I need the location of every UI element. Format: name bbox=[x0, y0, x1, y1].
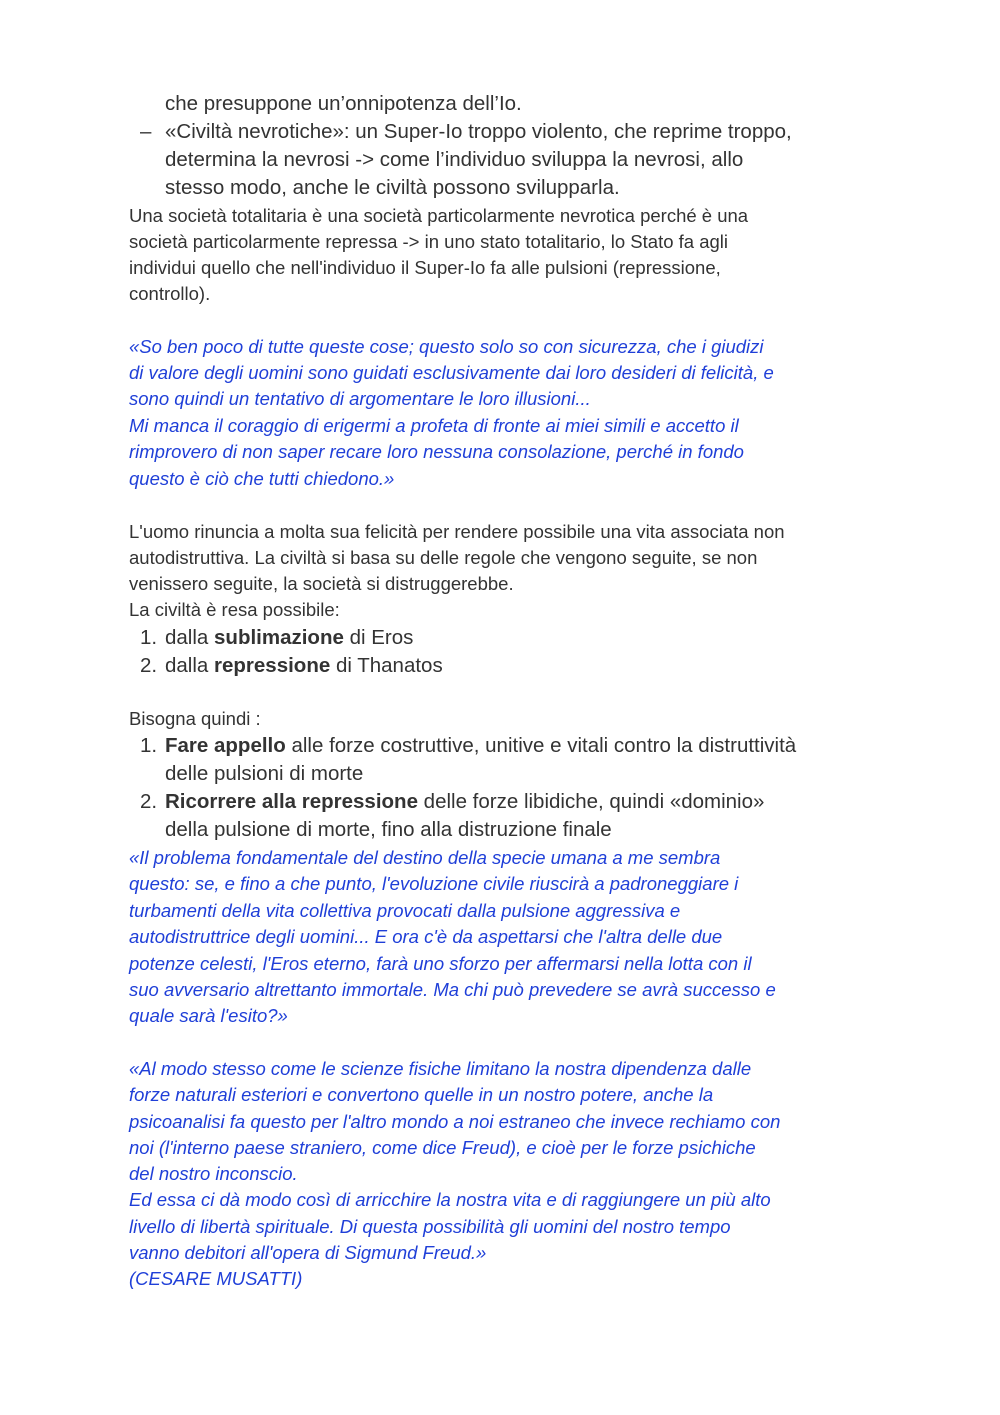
dash-item-line: «Civiltà nevrotiche»: un Super-Io troppo violento, che reprime troppo, bbox=[165, 120, 792, 143]
quote-line: di valore degli uomini sono guidati esclusivamente dai loro desideri di felicità, e bbox=[129, 362, 774, 383]
bold-term: Fare appello bbox=[165, 734, 286, 757]
list-item: dalla repressione di Thanatos bbox=[165, 654, 443, 677]
quote-line: sono quindi un tentativo di argomentare le loro illusioni... bbox=[129, 388, 591, 409]
paragraph-line: Una società totalitaria è una società particolarmente nevrotica perché è una bbox=[129, 205, 749, 226]
quote-line: psicoanalisi fa questo per l'altro mondo a noi estraneo che invece rechiamo con bbox=[129, 1111, 781, 1132]
quote-line: potenze celesti, l'Eros eterno, farà uno sforzo per affermarsi nella lotta con il bbox=[129, 953, 752, 974]
paragraph-line: La civiltà è resa possibile: bbox=[129, 599, 340, 620]
section-label: Bisogna quindi : bbox=[129, 708, 261, 729]
list-item-continuation: della pulsione di morte, fino alla distruzione finale bbox=[165, 818, 612, 841]
list-number: 2. bbox=[140, 790, 158, 813]
paragraph-line: autodistruttiva. La civiltà si basa su delle regole che vengono seguite, se non bbox=[129, 547, 758, 568]
quote-line: autodistruttrice degli uomini... E ora c'è da aspettarsi che l'altra delle due bbox=[129, 926, 723, 947]
bold-term: repressione bbox=[214, 654, 331, 677]
quote-attribution: (CESARE MUSATTI) bbox=[129, 1268, 303, 1289]
list-item: Fare appello alle forze costruttive, unitive e vitali contro la distruttività bbox=[165, 734, 797, 757]
paragraph-line: individui quello che nell'individuo il Super-Io fa alle pulsioni (repressione, bbox=[129, 257, 721, 278]
quote-line: Ed essa ci dà modo così di arricchire la nostra vita e di raggiungere un più alto bbox=[129, 1189, 771, 1210]
quote-line: questo: se, e fino a che punto, l'evoluzione civile riuscirà a padroneggiare i bbox=[129, 873, 739, 894]
quote-line: turbamenti della vita collettiva provocati dalla pulsione aggressiva e bbox=[129, 900, 681, 921]
paragraph-line: controllo). bbox=[129, 283, 211, 304]
quote-line: suo avversario altrettanto immortale. Ma chi può prevedere se avrà successo e bbox=[129, 979, 776, 1000]
quote-line: livello di libertà spirituale. Di questa possibilità gli uomini del nostro tempo bbox=[129, 1216, 731, 1237]
paragraph-line: L'uomo rinuncia a molta sua felicità per rendere possibile una vita associata non bbox=[129, 521, 785, 542]
quote-line: noi (l'interno paese straniero, come dice Freud), e cioè per le forze psichiche bbox=[129, 1137, 756, 1158]
quote-line: «Il problema fondamentale del destino della specie umana a me sembra bbox=[129, 847, 721, 868]
list-item-continuation: delle pulsioni di morte bbox=[165, 762, 364, 785]
quote-line: «Al modo stesso come le scienze fisiche limitano la nostra dipendenza dalle bbox=[129, 1058, 752, 1079]
list-number: 2. bbox=[140, 654, 158, 677]
quote-line: quale sarà l'esito?» bbox=[129, 1005, 288, 1026]
dash-item-line: stesso modo, anche le civiltà possono svilupparla. bbox=[165, 176, 620, 199]
list-item: Ricorrere alla repressione delle forze libidiche, quindi «dominio» bbox=[165, 790, 765, 813]
bold-term: Ricorrere alla repressione bbox=[165, 790, 418, 813]
paragraph-line: società particolarmente repressa -> in uno stato totalitario, lo Stato fa agli bbox=[129, 231, 729, 252]
paragraph-line: venissero seguite, la società si distruggerebbe. bbox=[129, 573, 514, 594]
dash-item-line: determina la nevrosi -> come l’individuo sviluppa la nevrosi, allo bbox=[165, 148, 744, 171]
quote-line: rimprovero di non saper recare loro nessuna consolazione, perché in fondo bbox=[129, 441, 744, 462]
dash-bullet: – bbox=[140, 120, 152, 143]
quote-line: vanno debitori all'opera di Sigmund Freud.» bbox=[129, 1242, 487, 1263]
list-number: 1. bbox=[140, 734, 158, 757]
quote-line: forze naturali esteriori e convertono quelle in un nostro potere, anche la bbox=[129, 1084, 714, 1105]
quote-line: Mi manca il coraggio di erigermi a profeta di fronte ai miei simili e accetto il bbox=[129, 415, 739, 436]
list-item: dalla sublimazione di Eros bbox=[165, 626, 414, 649]
list-item-continuation: che presuppone un’onnipotenza dell’Io. bbox=[165, 92, 522, 115]
quote-line: questo è ciò che tutti chiedono.» bbox=[129, 468, 395, 489]
bold-term: sublimazione bbox=[214, 626, 344, 649]
quote-line: del nostro inconscio. bbox=[129, 1163, 298, 1184]
list-number: 1. bbox=[140, 626, 158, 649]
quote-line: «So ben poco di tutte queste cose; questo solo so con sicurezza, che i giudizi bbox=[129, 336, 764, 357]
